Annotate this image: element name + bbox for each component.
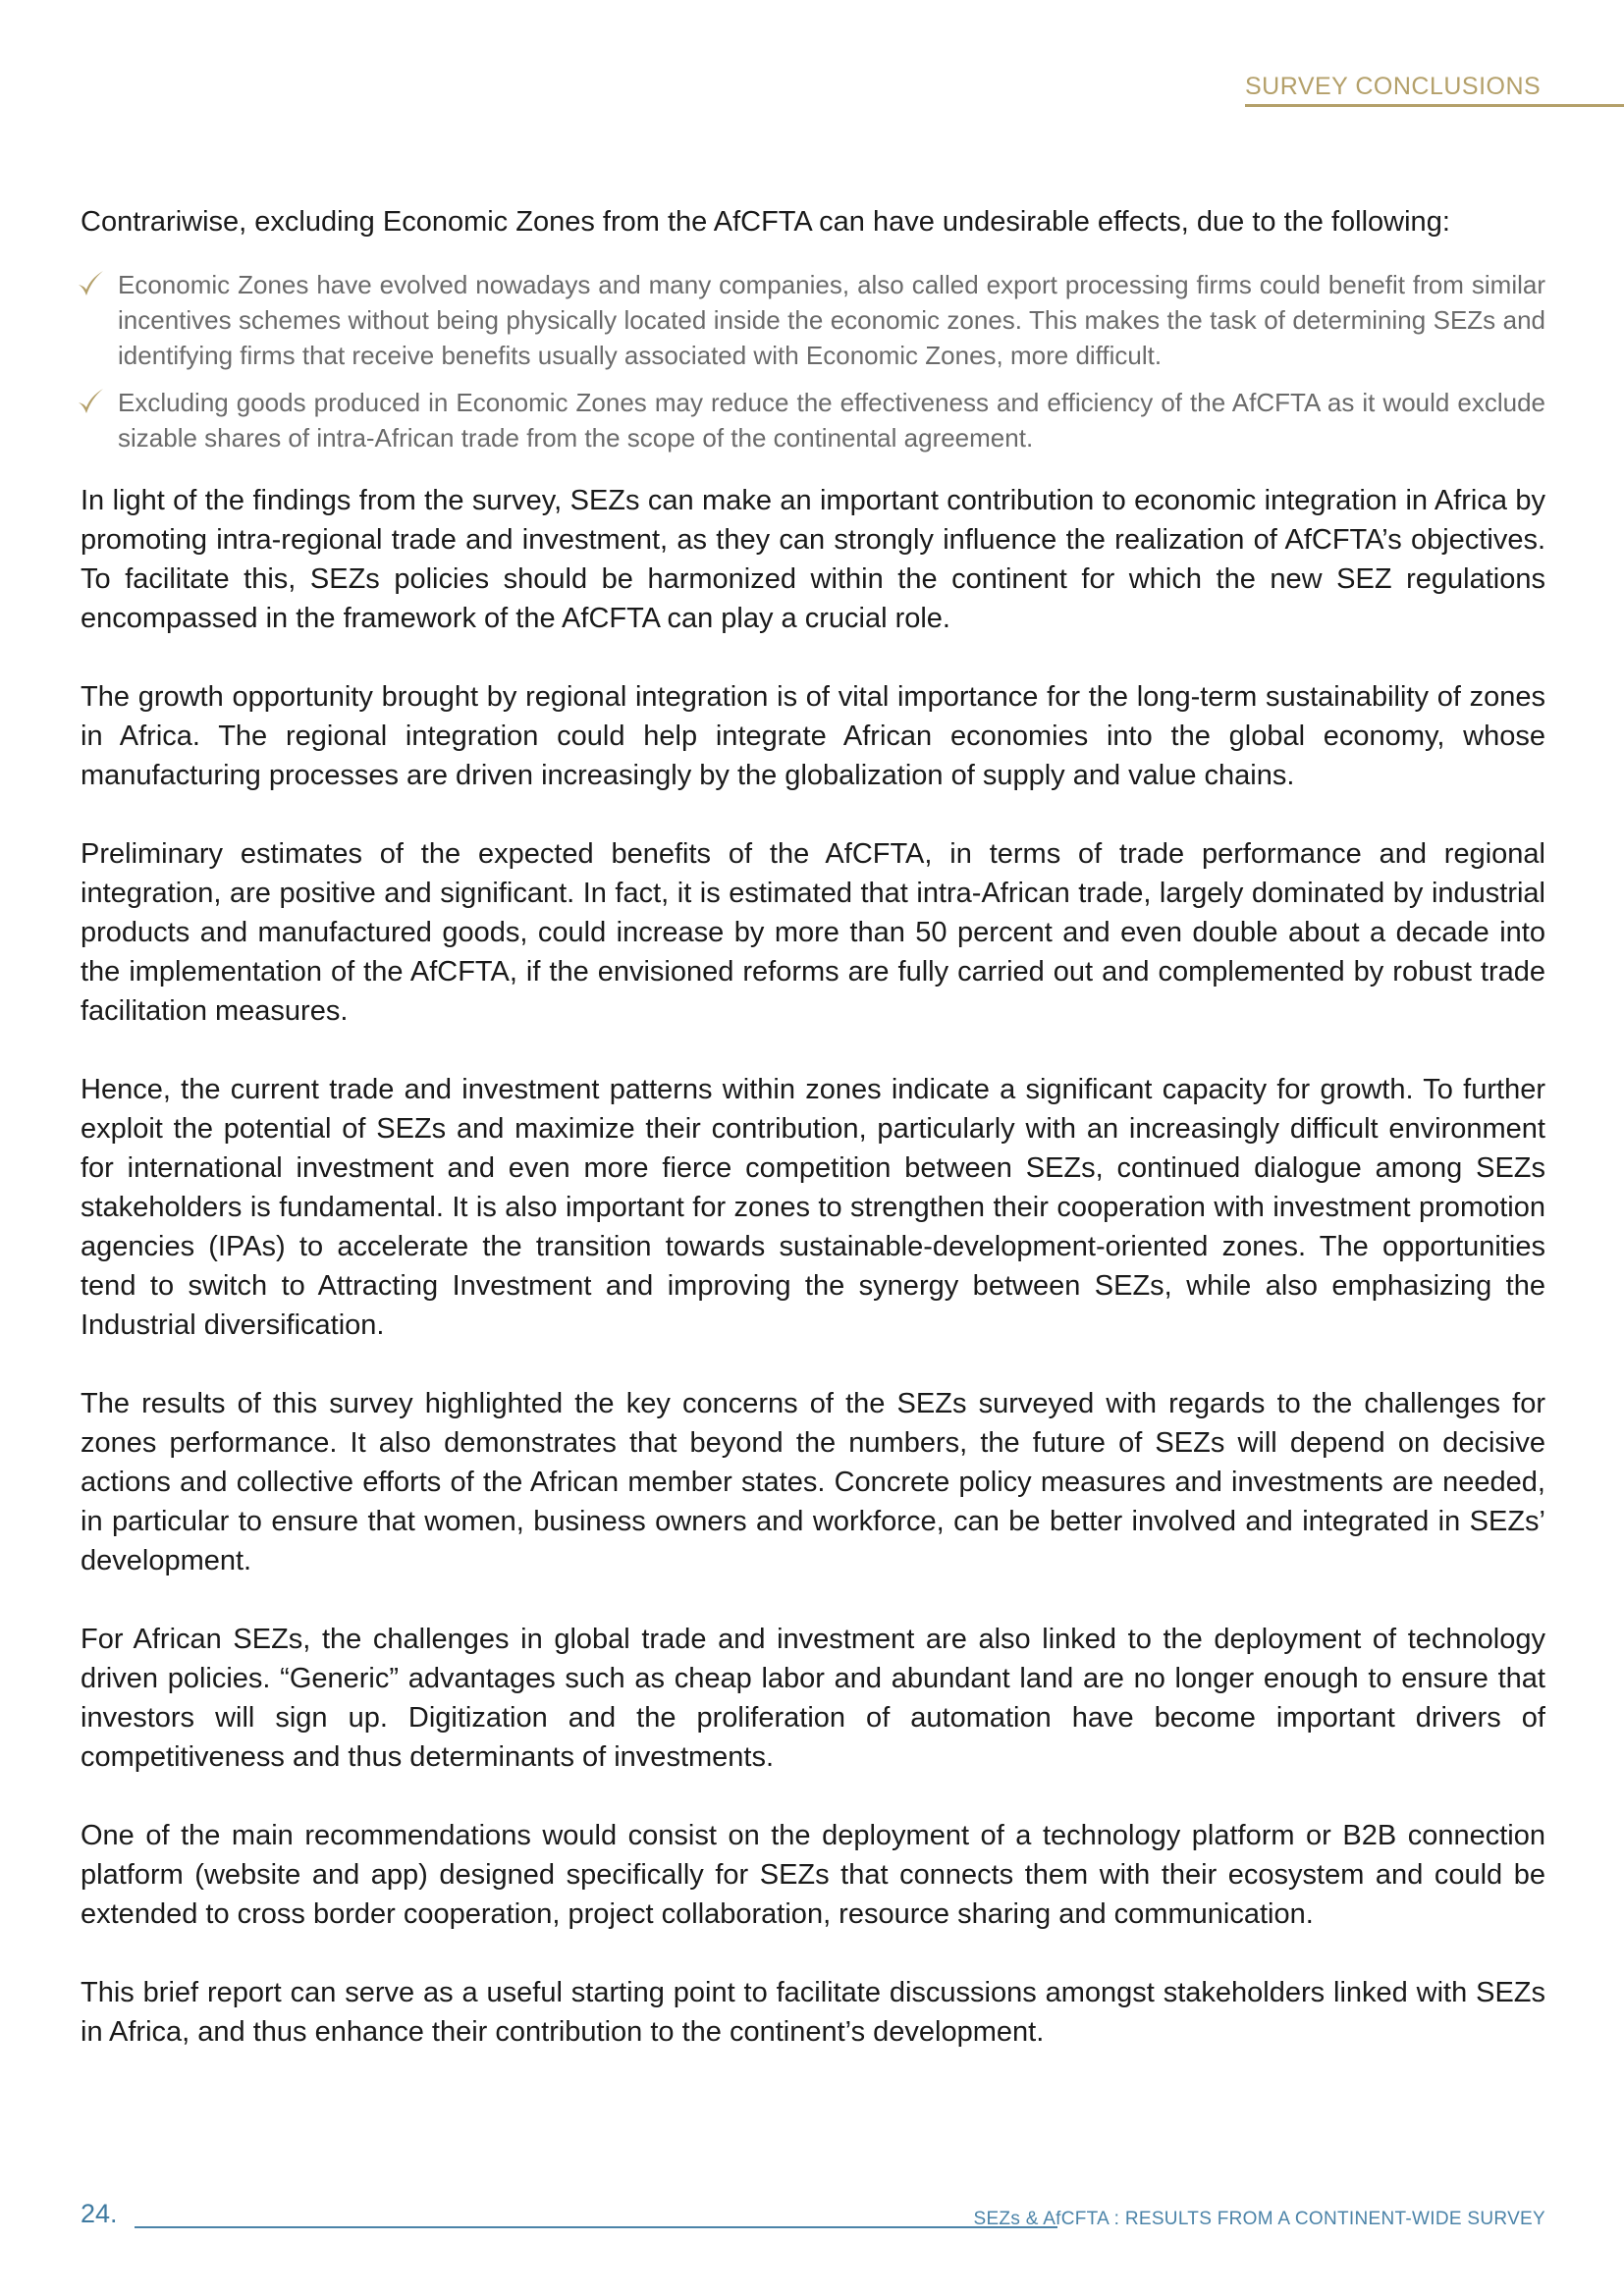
footer-title: SEZs & AfCFTA : RESULTS FROM A CONTINENT-WIDE SURVEY (973, 2209, 1545, 2229)
page-content (81, 202, 1545, 2091)
paragraph: Preliminary estimates of the expected benefits of the AfCFTA, in terms of trade performance and regional integration, are positive and significant. In fact, it is estimated that intra-African trade, largely dominated by industrial products and manufactured goods, could increase by more than 50 percent and even double about a decade into the implementation of the AfCFTA, if the envisioned reforms are fully carried out and complemented by robust trade facilitation measures. (81, 838, 1545, 1027)
paragraph: The growth opportunity brought by regional integration is of vital importance for the long-term sustainability of zones in Africa. The regional integration could help integrate African economies into the global economy, whose manufacturing processes are driven increasingly by the globalization of supply and value chains. (81, 681, 1545, 791)
bullet-text: Economic Zones have evolved nowadays and many companies, also called export processing firms could benefit from similar incentives schemes without being physically located inside the economic zones. This makes the task of determining SEZs and identifying firms that receive benefits usually associated with Economic Zones, more difficult. (118, 270, 1545, 370)
bullet-item (81, 385, 1545, 455)
paragraph: The results of this survey highlighted the key concerns of the SEZs surveyed with regards to the challenges for zones performance. It also demonstrates that beyond the numbers, the future of SEZs will depend on decisive actions and collective efforts of the African member states. Concrete policy measures and investments are needed, in particular to ensure that women, business owners and workforce, can be better involved and integrated in SEZs’ development. (81, 1388, 1545, 1576)
paragraph: For African SEZs, the challenges in global trade and investment are also linked to the deployment of technology driven policies. “Generic” advantages such as cheap labor and abundant land are no longer enough to ensure that investors will sign up. Digitization and the proliferation of automation have become important drivers of competitiveness and thus determinants of investments. (81, 1624, 1545, 1773)
intro-sentence: Contrariwise, excluding Economic Zones from the AfCFTA can have undesirable effects, due to the following: (81, 206, 1450, 238)
page-footer (81, 2199, 1545, 2238)
bullet-list (81, 267, 1545, 455)
section-label: SURVEY CONCLUSIONS (1245, 73, 1542, 100)
paragraph: One of the main recommendations would consist on the deployment of a technology platform or B2B connection platform (website and app) designed specifically for SEZs that connects them with their ecosystem and could be extended to cross border cooperation, project collaboration, resource sharing and communication. (81, 1820, 1545, 1930)
paragraph: In light of the findings from the survey, SEZs can make an important contribution to economic integration in Africa by promoting intra-regional trade and investment, as they can strongly influence the realization of AfCFTA’s objectives. To facilitate this, SEZs policies should be harmonized within the continent for which the new SEZ regulations encompassed in the framework of the AfCFTA can play a crucial role. (81, 485, 1545, 634)
bullet-item (81, 267, 1545, 373)
bullet-text: Excluding goods produced in Economic Zones may reduce the effectiveness and efficiency of the AfCFTA as it would exclude sizable shares of intra-African trade from the scope of the continental agreement. (118, 388, 1545, 453)
page-number: 24. (81, 2199, 118, 2228)
checkmark-icon (77, 269, 104, 298)
paragraph: Hence, the current trade and investment patterns within zones indicate a significant capacity for growth. To further exploit the potential of SEZs and maximize their contribution, particularly with an increasingly difficult environment for international investment and even more fierce competition between SEZs, continued dialogue among SEZs stakeholders is fundamental. It is also important for zones to strengthen their cooperation with investment promotion agencies (IPAs) to accelerate the transition towards sustainable-development-oriented zones. The opportunities tend to switch to Attracting Investment and improving the synergy between SEZs, while also emphasizing the Industrial diversification. (81, 1074, 1545, 1341)
checkmark-icon (77, 387, 104, 416)
footer-divider (135, 2226, 1057, 2228)
section-header (1245, 71, 1624, 107)
paragraph: This brief report can serve as a useful starting point to facilitate discussions amongst stakeholders linked with SEZs in Africa, and thus enhance their contribution to the continent’s development. (81, 1977, 1545, 2048)
